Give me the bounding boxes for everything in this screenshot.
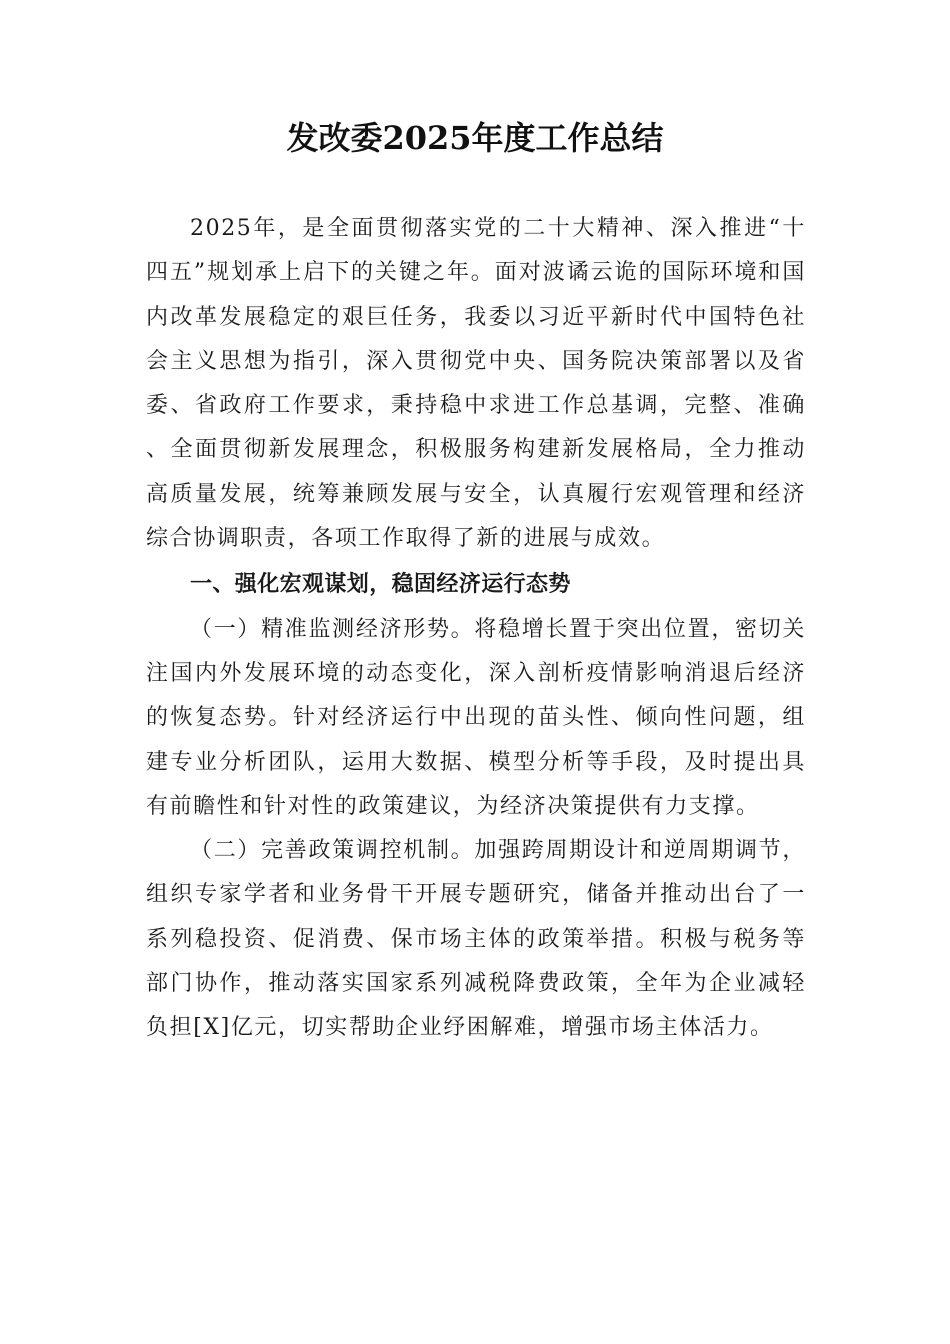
section-heading: 一、强化宏观谋划，稳固经济运行态势	[190, 572, 571, 598]
subsection-paragraph-2	[146, 829, 806, 1050]
subsection-lead-2: （二）完善政策调控机制。	[190, 838, 475, 864]
subsection-text-1: 将稳增长置于突出位置，密切关注国内外发展环境的动态变化，深入剖析疫情影响消退后经济的恢复态势。针对经济运行中出现的苗头性、倾向性问题，组建专业分析团队，运用大数据、模型分析等手段，及时提出具有前瞻性和针对性的政策建议，为经济决策提供有力支撑。	[146, 616, 807, 819]
document-title: 发改委2025年度工作总结	[286, 119, 664, 157]
subsection-text-2: 加强跨周期设计和逆周期调节，组织专家学者和业务骨干开展专题研究，储备并推动出台了一系列稳投资、促消费、保市场主体的政策举措。积极与税务等部门协作，推动落实国家系列减税降费政策，全年为企业减轻负担[X]亿元，切实帮助企业纾困解难，增强市场主体活力。	[146, 838, 807, 1041]
subsection-paragraph-1	[146, 608, 806, 829]
document-body	[146, 207, 806, 1051]
intro-paragraph: 2025年，是全面贯彻落实党的二十大精神、深入推进“十四五”规划承上启下的关键之年。面对波谲云诡的国际环境和国内改革发展稳定的艰巨任务，我委以习近平新时代中国特色社会主义思想为指引，深入贯彻党中央、国务院决策部署以及省委、省政府工作要求，秉持稳中求进工作总基调，完整、准确、全面贯彻新发展理念，积极服务构建新发展格局，全力推动高质量发展，统筹兼顾发展与安全，认真履行宏观管理和经济综合协调职责，各项工作取得了新的进展与成效。	[146, 216, 806, 552]
subsection-lead-1: （一）精准监测经济形势。	[190, 616, 475, 642]
